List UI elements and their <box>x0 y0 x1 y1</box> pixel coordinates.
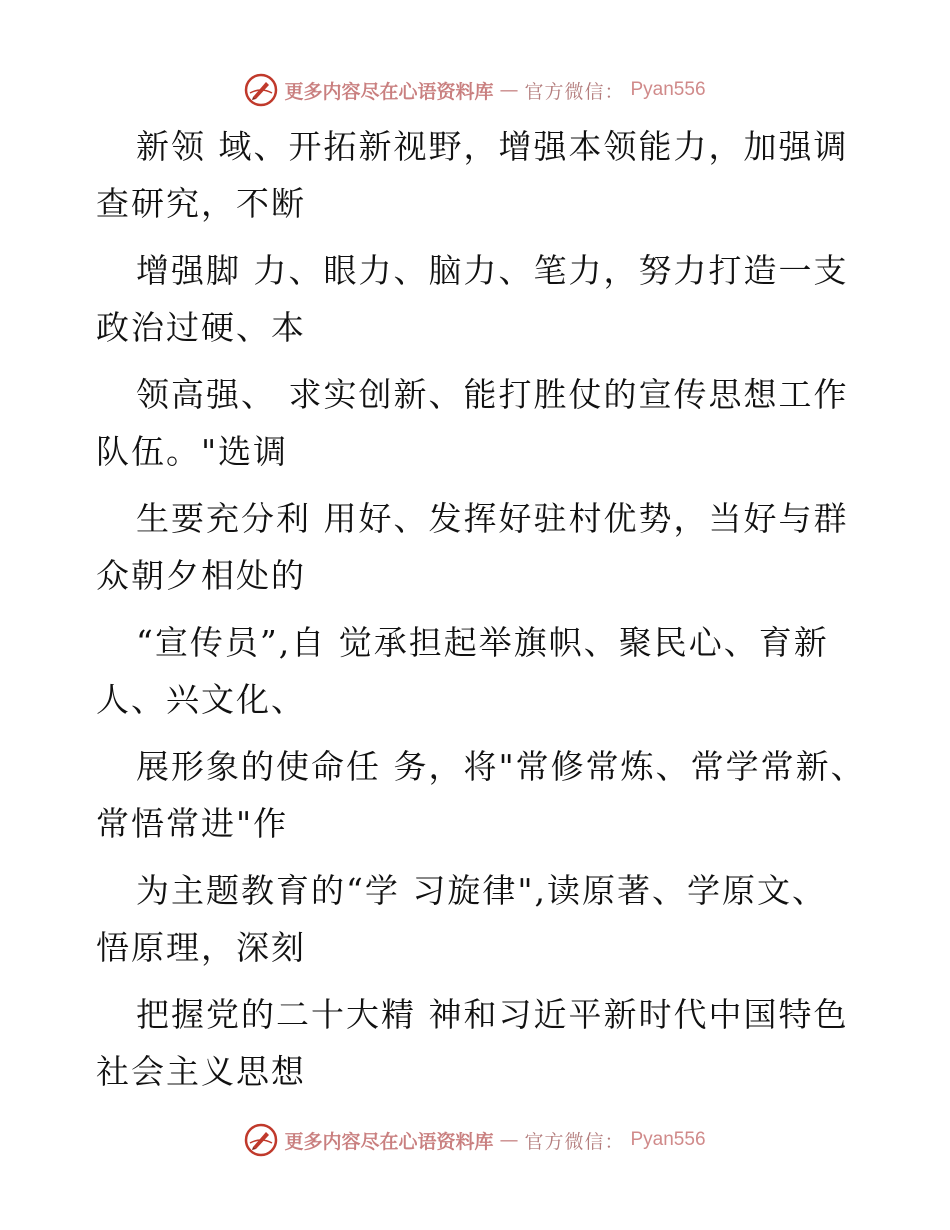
paragraph-line: 展形象的使命任 务，将"常修常炼、常学常新、 <box>136 747 866 786</box>
banner-dash: — <box>499 79 519 101</box>
paragraph-line: 新领 域、开拓新视野，增强本领能力，加强调 <box>136 127 849 166</box>
paragraph-line: 人、兴文化、 <box>96 680 306 719</box>
banner-wechat-label: 官方微信： <box>524 1130 625 1153</box>
paragraph <box>96 862 856 976</box>
quill-book-icon <box>244 1123 278 1157</box>
header-banner <box>0 70 950 110</box>
paragraph <box>96 614 856 728</box>
paragraph <box>96 738 866 852</box>
document-body <box>96 118 866 1110</box>
paragraph-line: 增强脚 力、眼力、脑力、笔力，努力打造一支 <box>136 251 849 290</box>
paragraph-line: 众朝夕相处的 <box>96 556 306 595</box>
paragraph-line: 社会主义思想 <box>96 1052 306 1091</box>
paragraph <box>96 490 856 604</box>
quill-book-icon <box>244 73 278 107</box>
paragraph-line: 为主题教育的“学 习旋律",读原著、学原文、 <box>136 871 828 910</box>
paragraph-line: 生要充分利 用好、发挥好驻村优势，当好与群 <box>136 499 849 538</box>
paragraph-line: 查研究，不断 <box>96 184 306 223</box>
banner-dash: — <box>499 1129 519 1151</box>
footer-banner <box>0 1120 950 1160</box>
paragraph-line: “宣传员”,自 觉承担起举旗帜、聚民心、育新 <box>136 623 829 662</box>
paragraph <box>96 118 856 232</box>
paragraph-line: 把握党的二十大精 神和习近平新时代中国特色 <box>136 995 849 1034</box>
paragraph-line: 队伍。"选调 <box>96 432 289 471</box>
paragraph <box>96 986 856 1100</box>
paragraph <box>96 242 856 356</box>
banner-brand-text: 更多内容尽在心语资料库 <box>284 1130 494 1153</box>
banner-wechat-handle: Pyan556 <box>630 1129 706 1150</box>
banner-wechat-label: 官方微信： <box>524 80 625 103</box>
paragraph-line: 领高强、 求实创新、能打胜仗的宣传思想工作 <box>136 375 849 414</box>
paragraph-line: 常悟常进"作 <box>96 804 289 843</box>
paragraph <box>96 366 856 480</box>
paragraph-line: 政治过硬、本 <box>96 308 306 347</box>
paragraph-line: 悟原理，深刻 <box>96 928 306 967</box>
banner-wechat-handle: Pyan556 <box>630 79 706 100</box>
banner-brand-text: 更多内容尽在心语资料库 <box>284 80 494 103</box>
